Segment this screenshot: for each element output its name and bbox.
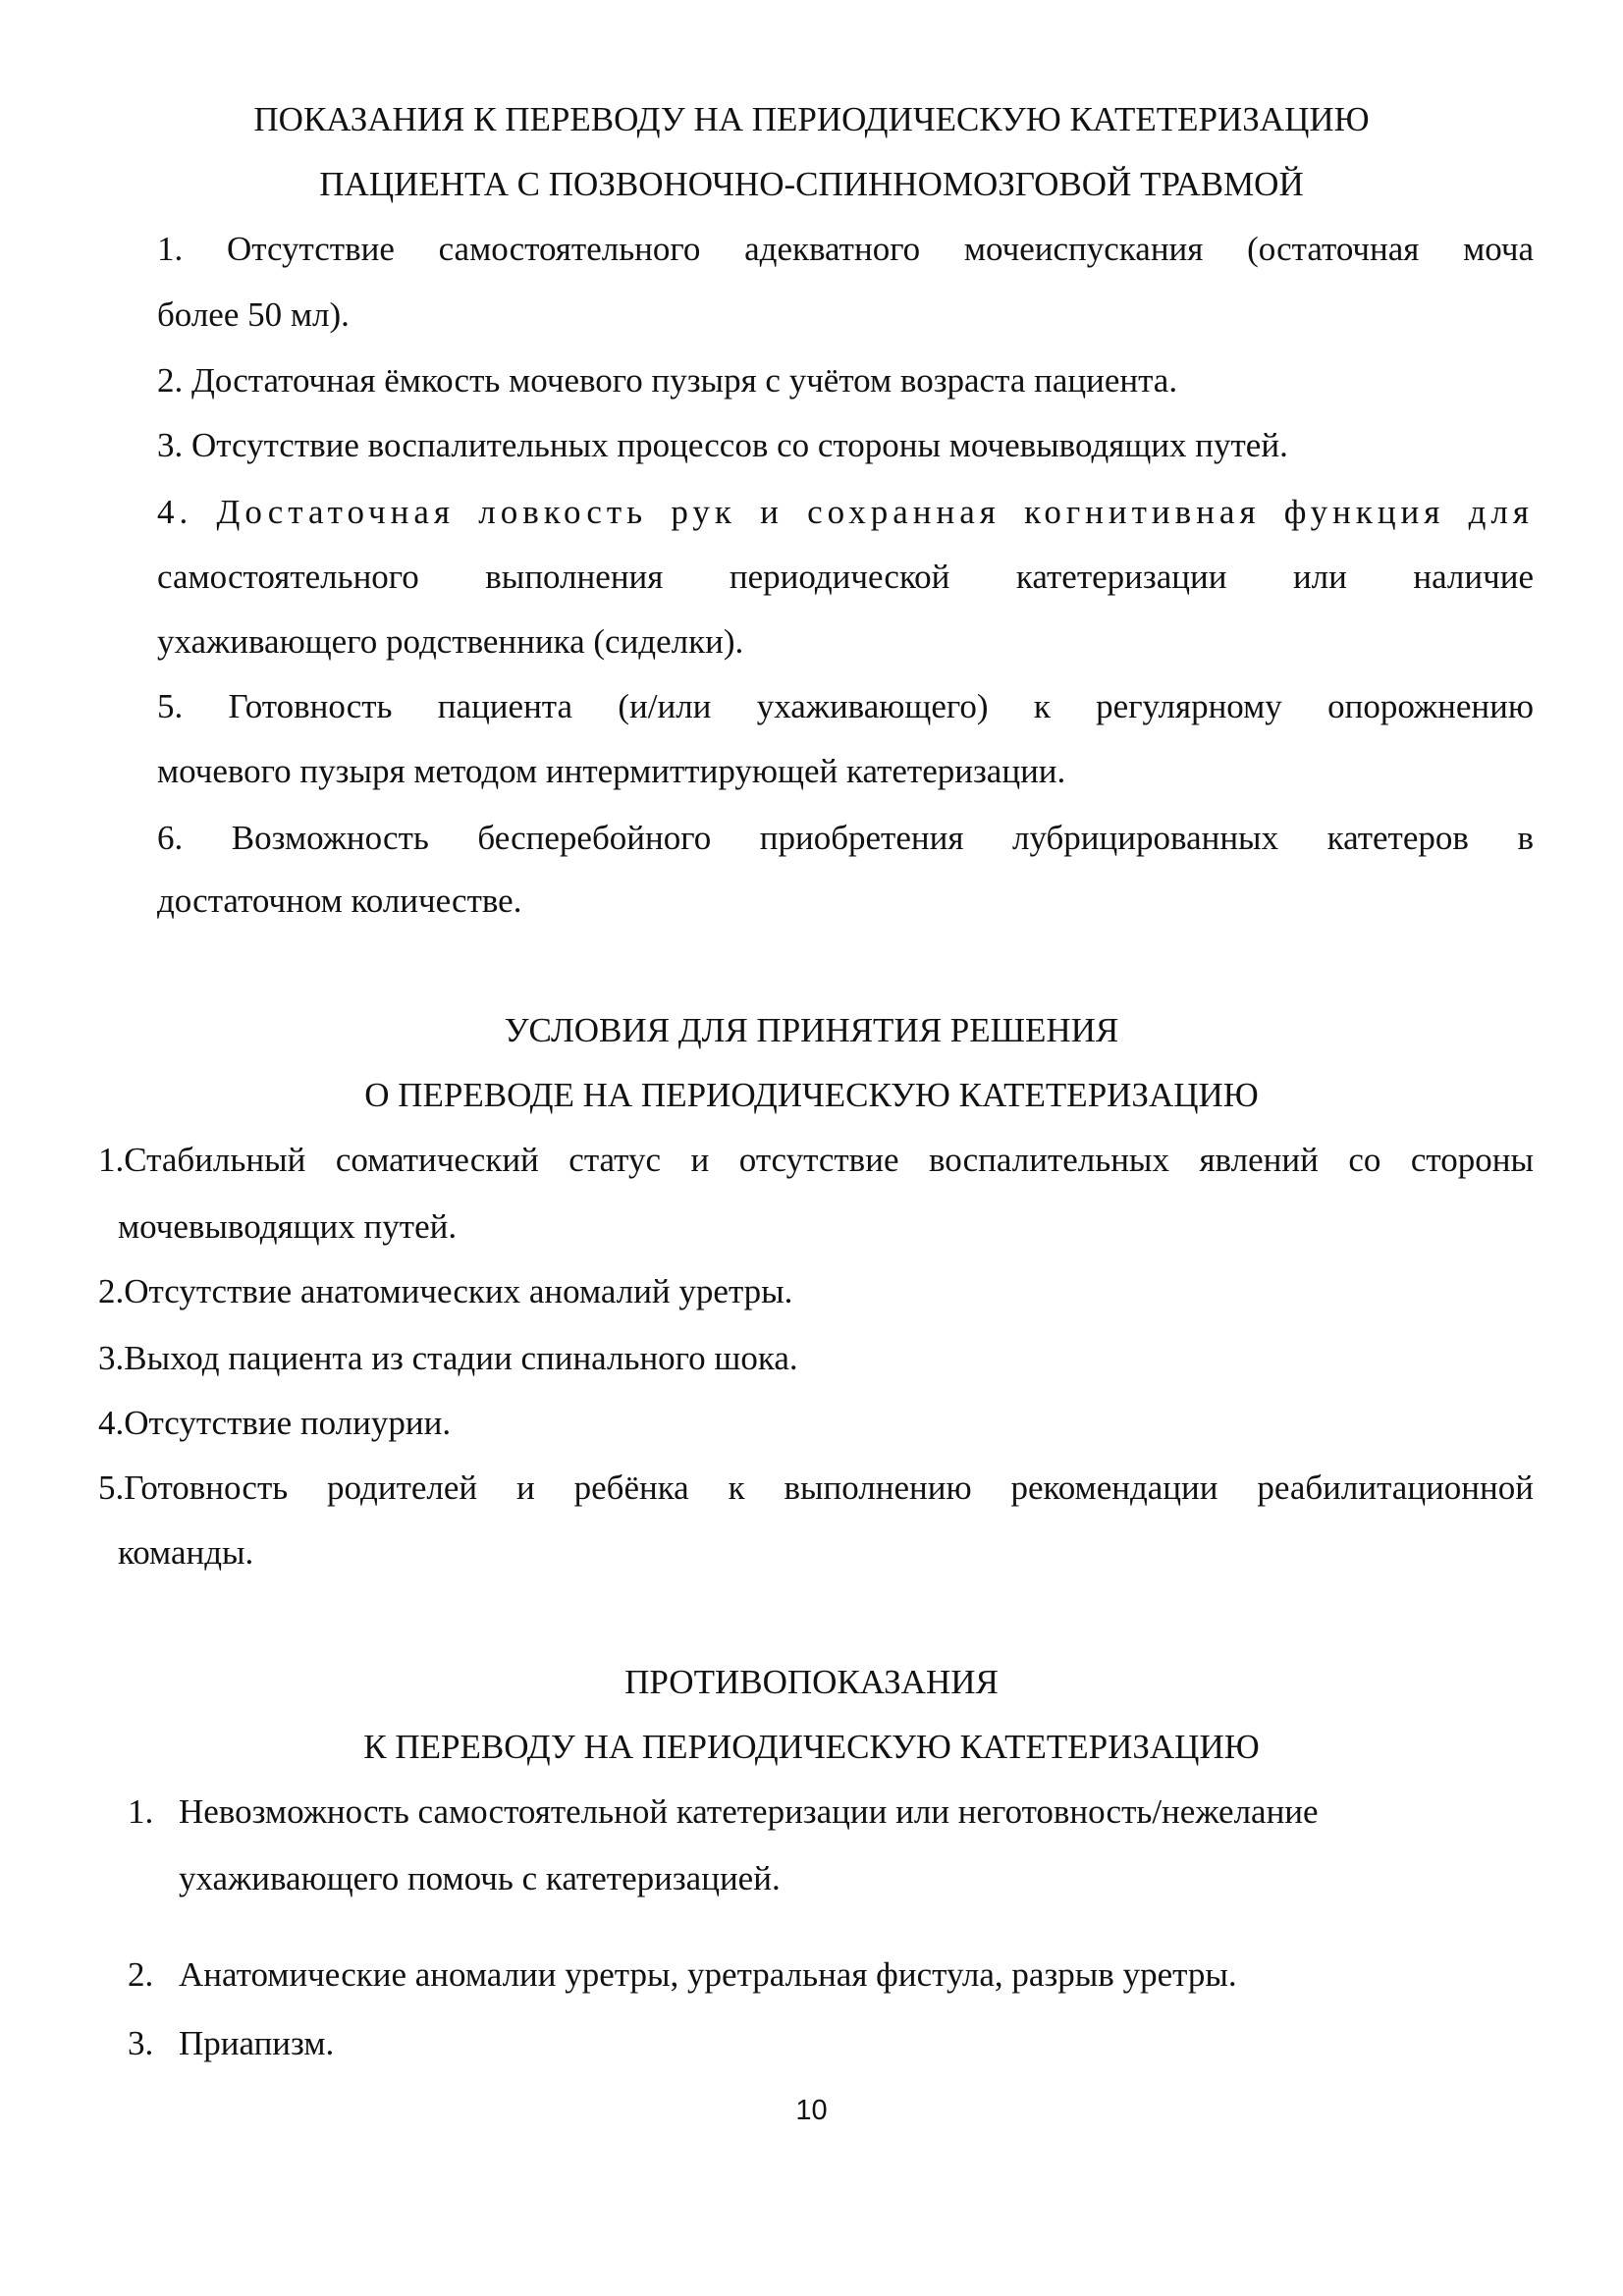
- s3-item3-line1: Приапизм.: [179, 2024, 335, 2062]
- s1-item1-line1: 1. Отсутствие самостоятельного адекватного мочеиспускания (остаточная моча: [157, 230, 1534, 268]
- s2-item2: 2.Отсутствие анатомических аномалий уретры.: [98, 1272, 793, 1310]
- s1-item2: 2. Достаточная ёмкость мочевого пузыря с учётом возраста пациента.: [157, 361, 1178, 400]
- s1-item4-line3: ухаживающего родственника (сиделки).: [157, 622, 744, 661]
- section1-title-line1: ПОКАЗАНИЯ К ПЕРЕВОДУ НА ПЕРИОДИЧЕСКУЮ КАТЕТЕРИЗАЦИЮ: [253, 100, 1370, 138]
- s1-item5-line1: 5. Готовность пациента (и/или ухаживающего) к регулярному опорожнению: [157, 687, 1534, 725]
- s3-item1-line1: Невозможность самостоятельной катетеризации или неготовность/нежелание: [179, 1792, 1319, 1831]
- s1-item6-line2: достаточном количестве.: [157, 881, 522, 920]
- section1-title-line2: ПАЦИЕНТА С ПОЗВОНОЧНО-СПИННОМОЗГОВОЙ ТРАВМОЙ: [319, 165, 1304, 203]
- s2-item5-line2: команды.: [118, 1533, 254, 1572]
- section2-title-line2: О ПЕРЕВОДЕ НА ПЕРИОДИЧЕСКУЮ КАТЕТЕРИЗАЦИЮ: [364, 1076, 1259, 1114]
- section3-title-line2: К ПЕРЕВОДУ НА ПЕРИОДИЧЕСКУЮ КАТЕТЕРИЗАЦИЮ: [363, 1728, 1260, 1766]
- s2-item1-line1: 1.Стабильный соматический статус и отсутствие воспалительных явлений со стороны: [98, 1141, 1534, 1179]
- s2-item4: 4.Отсутствие полиурии.: [98, 1404, 452, 1442]
- s3-item3-number: 3.: [128, 2024, 154, 2062]
- s1-item4-line2: самостоятельного выполнения периодической катетеризации или наличие: [157, 558, 1534, 596]
- s1-item5-line2: мочевого пузыря методом интермиттирующей катетеризации.: [157, 752, 1066, 790]
- page-number: 10: [795, 2095, 828, 2126]
- s1-item6-line1: 6. Возможность бесперебойного приобретения лубрицированных катетеров в: [157, 819, 1534, 857]
- s1-item4-line1: 4. Достаточная ловкость рук и сохранная когнитивная функция для: [157, 493, 1534, 531]
- s2-item1-line2: мочевыводящих путей.: [118, 1207, 458, 1246]
- section2-title-line1: УСЛОВИЯ ДЛЯ ПРИНЯТИЯ РЕШЕНИЯ: [504, 1011, 1119, 1049]
- s2-item5-line1: 5.Готовность родителей и ребёнка к выполнению рекомендации реабилитационной: [98, 1468, 1534, 1507]
- s3-item1-number: 1.: [128, 1792, 154, 1831]
- s3-item2-number: 2.: [128, 1955, 154, 1994]
- s1-item1-line2: более 50 мл).: [157, 295, 350, 334]
- s3-item2-line1: Анатомические аномалии уретры, уретральная фистула, разрыв уретры.: [179, 1955, 1237, 1994]
- s2-item3: 3.Выход пациента из стадии спинального шока.: [98, 1339, 798, 1377]
- section3-title-line1: ПРОТИВОПОКАЗАНИЯ: [624, 1663, 999, 1701]
- s3-item1-line2: ухаживающего помочь с катетеризацией.: [179, 1859, 781, 1897]
- s1-item3: 3. Отсутствие воспалительных процессов со стороны мочевыводящих путей.: [157, 426, 1288, 464]
